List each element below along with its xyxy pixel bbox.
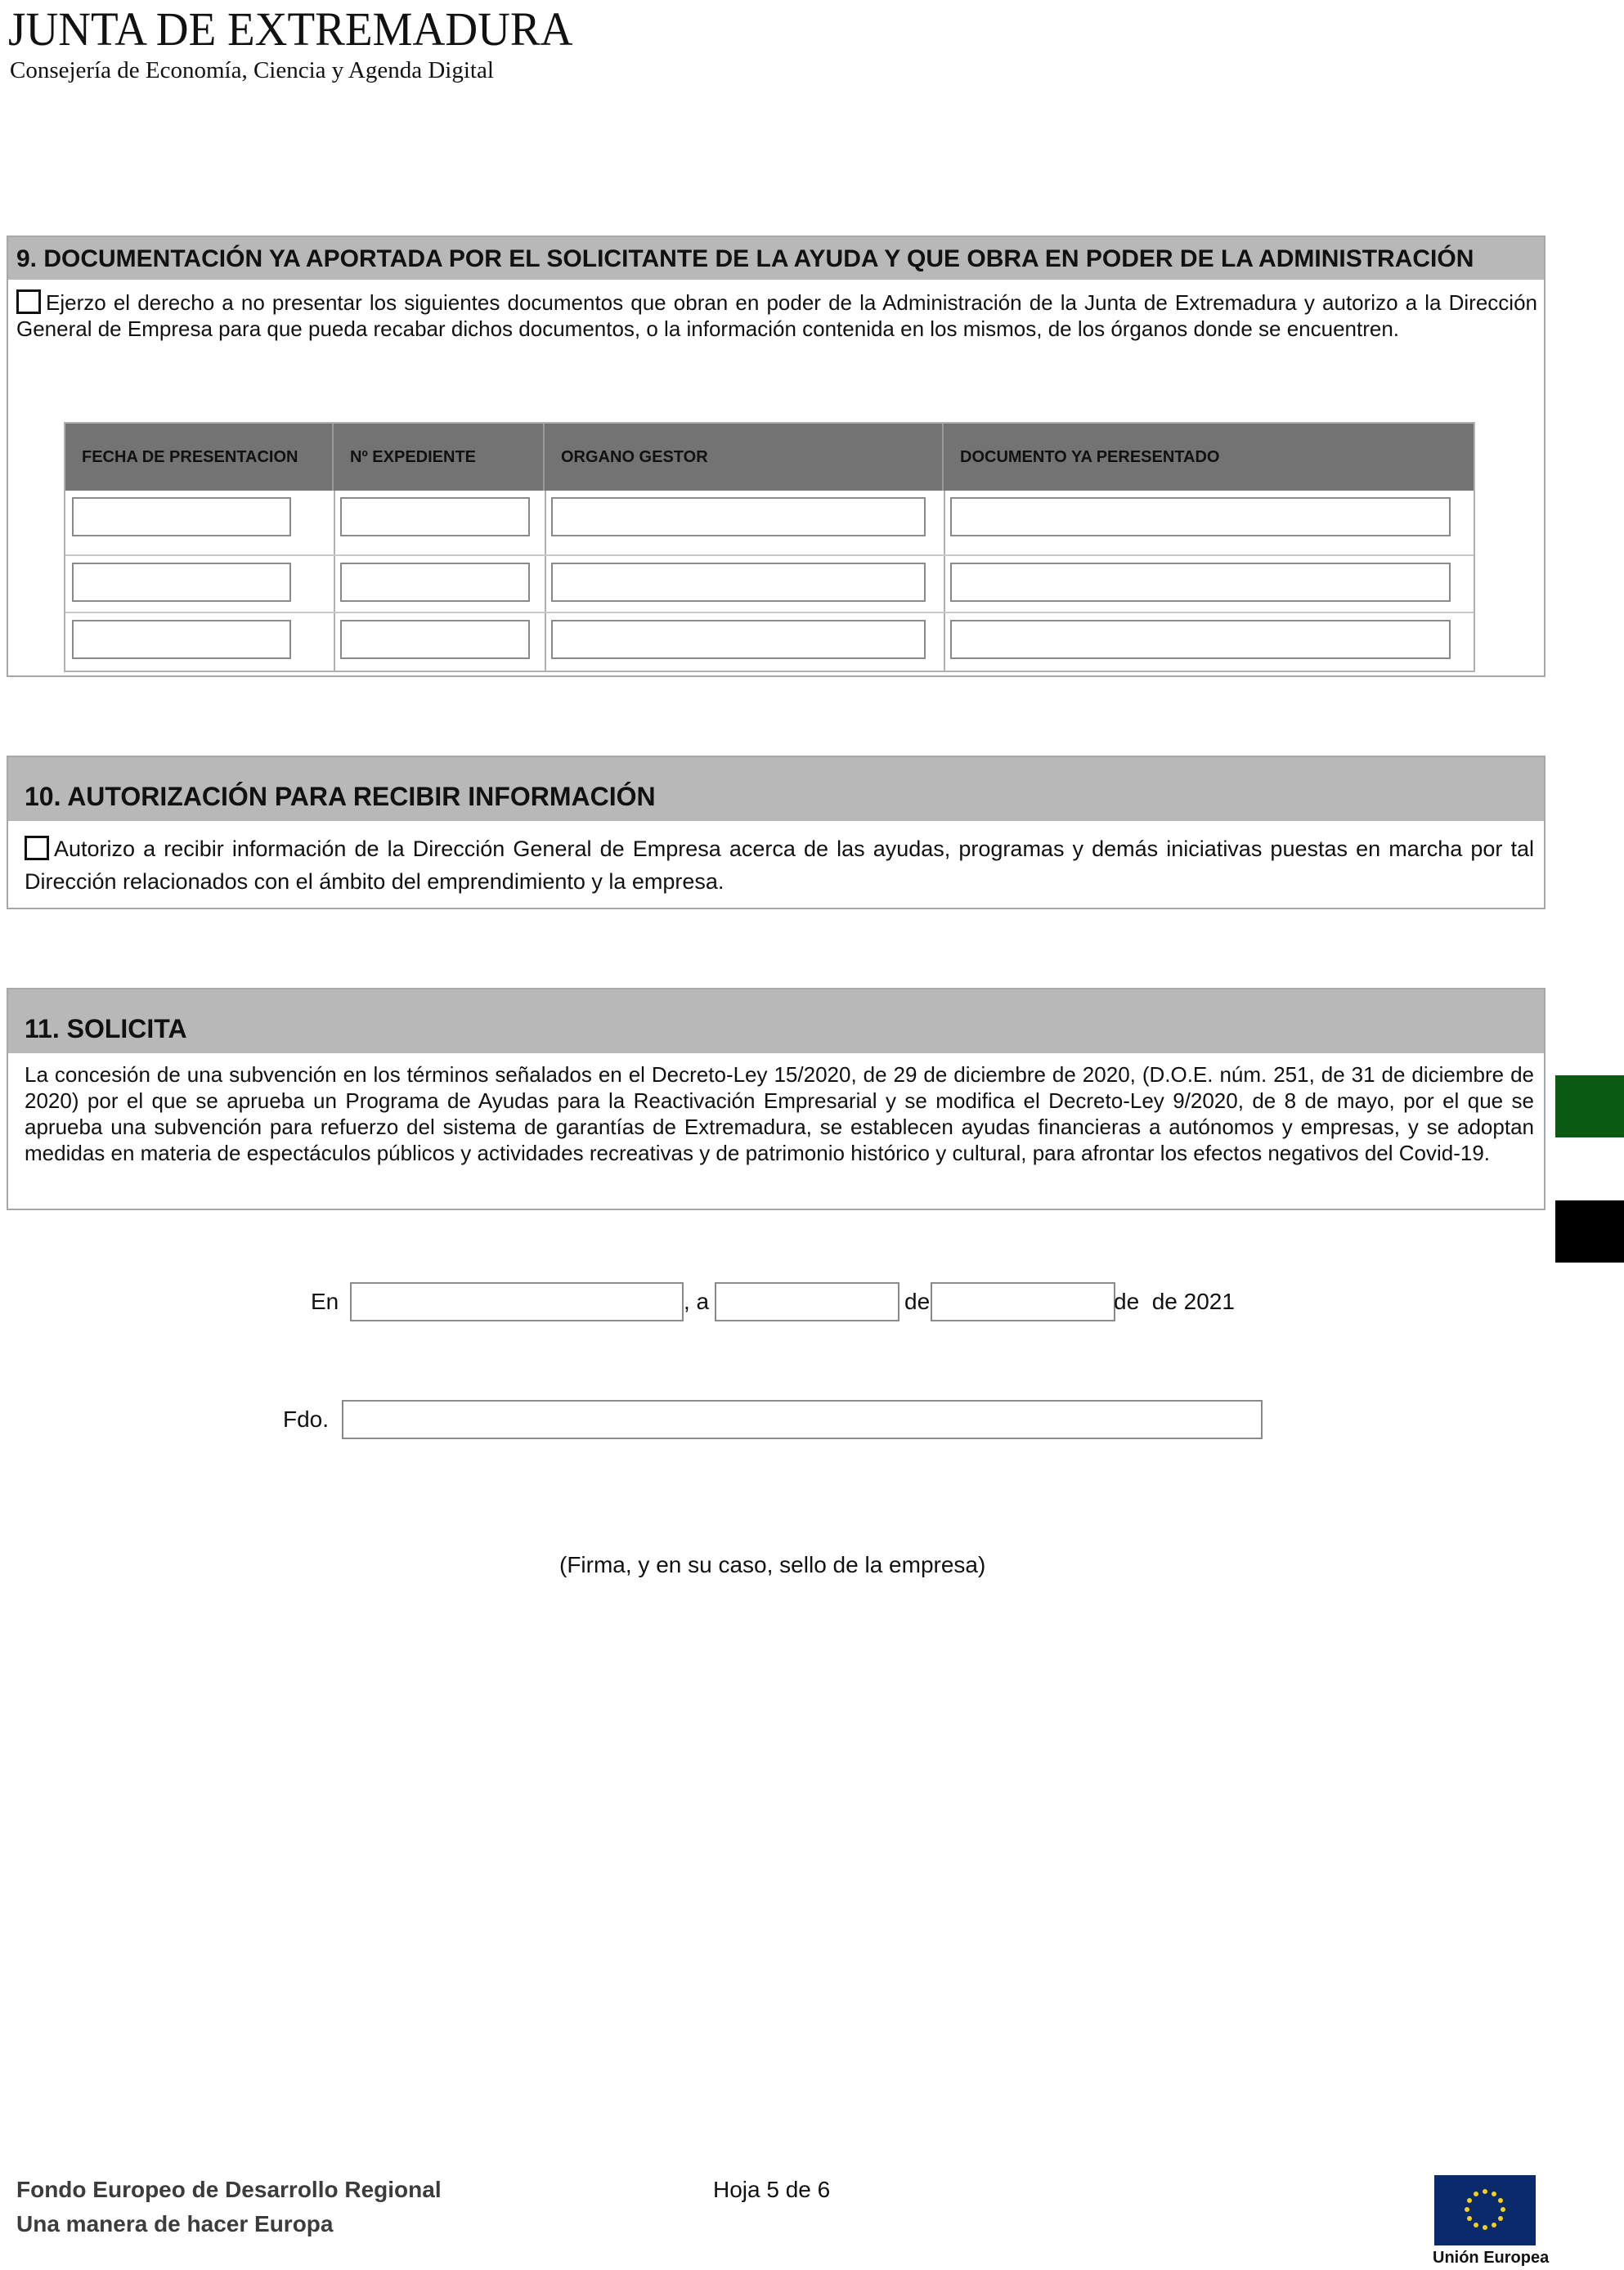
footer-fund-line1: Fondo Europeo de Desarrollo Regional [16, 2177, 442, 2202]
section-documentation-title: 9. DOCUMENTACIÓN YA APORTADA POR EL SOLICITANTE DE LA AYUDA Y QUE OBRA EN PODER DE LA ADMINISTRACIÓN [8, 237, 1544, 280]
signature-label: Fdo. [283, 1406, 330, 1432]
table-cell-document-1[interactable] [950, 497, 1451, 536]
eu-stars-icon [1434, 2175, 1536, 2245]
authorization-checkbox-text: Autorizo a recibir información de la Dirección General de Empresa acerca de las ayudas, programas y demás iniciativas puestas en marcha por tal Dirección relacionados con el ámbito del emprendimiento y la empresa. [25, 837, 1534, 894]
footer-fund-line2: Una manera de hacer Europa [16, 2211, 334, 2236]
table-cell-managing-body-3[interactable] [551, 620, 926, 659]
signature-input[interactable] [342, 1400, 1263, 1439]
table-header-date: FECHA DE PRESENTACION [65, 424, 334, 491]
documents-table [64, 422, 1475, 672]
eu-label: Unión Europea [1433, 2249, 1550, 2267]
table-cell-managing-body-2[interactable] [551, 563, 926, 602]
section-request-text: La concesión de una subvención en los términos señalados en el Decreto-Ley 15/2020, de 29 de diciembre de 2020, (D.O.E. núm. 251, de 31 de diciembre de 2020) por el que se aprueba un Programa de Ayudas para la Reactivación Empresarial y se modifica el Decreto-Ley 9/2020, de 8 de mayo, por el que se aprueba una subvención para refuerzo del sistema de garantías de Extremadura, se establecen ayudas financieras a autónomos y empresas, y se adoptan medidas en materia de espectáculos públicos y actividades recreativas y de patrimonio histórico y cultural, para afrontar los efectos negativos del Covid-19. [25, 1062, 1534, 1165]
month-label: de [904, 1289, 931, 1314]
table-cell-date-2[interactable] [72, 563, 291, 602]
table-cell-managing-body-1[interactable] [551, 497, 926, 536]
table-header-managing-body: ORGANO GESTOR [545, 424, 944, 491]
table-divider [334, 491, 335, 672]
day-input[interactable] [715, 1282, 899, 1321]
documentation-checkbox-text: Ejerzo el derecho a no presentar los siguientes documentos que obran en poder de la Administración de la Junta de Extremadura y autorizo a la Dirección General de Empresa para que pueda recabar dichos documentos, o la información contenida en los mismos, de los órganos donde se encuentren. [16, 290, 1537, 341]
table-cell-file-number-2[interactable] [340, 563, 530, 602]
place-label: En [311, 1289, 339, 1314]
authorization-checkbox[interactable] [25, 836, 49, 860]
table-cell-date-1[interactable] [72, 497, 291, 536]
table-header-file-number: Nº EXPEDIENTE [334, 424, 545, 491]
section-documentation-text [16, 289, 1537, 342]
section-authorization-title: 10. AUTORIZACIÓN PARA RECIBIR INFORMACIÓN [8, 757, 1544, 821]
table-divider [545, 491, 546, 672]
documentation-checkbox[interactable] [16, 289, 41, 314]
table-cell-file-number-3[interactable] [340, 620, 530, 659]
org-logo-title: JUNTA DE EXTREMADURA [8, 2, 573, 56]
day-label: , a [684, 1289, 710, 1314]
section-authorization-text [25, 832, 1534, 898]
side-bar-green [1555, 1075, 1624, 1137]
table-divider [944, 491, 945, 672]
section-request-title: 11. SOLICITA [8, 989, 1544, 1053]
side-bar-black [1555, 1200, 1624, 1263]
table-cell-document-3[interactable] [950, 620, 1451, 659]
place-input[interactable] [350, 1282, 684, 1321]
year-label: de de 2021 [1114, 1289, 1235, 1314]
table-cell-date-3[interactable] [72, 620, 291, 659]
table-row-divider [65, 554, 1474, 556]
table-cell-document-2[interactable] [950, 563, 1451, 602]
section-request [7, 988, 1545, 1210]
signature-caption: (Firma, y en su caso, sello de la empresa) [559, 1552, 986, 1577]
page-number: Hoja 5 de 6 [713, 2177, 831, 2202]
table-header-document: DOCUMENTO YA PERESENTADO [944, 424, 1474, 491]
table-row-divider [65, 612, 1474, 613]
month-input[interactable] [931, 1282, 1115, 1321]
table-cell-file-number-1[interactable] [340, 497, 530, 536]
org-logo-subtitle: Consejería de Economía, Ciencia y Agenda Digital [10, 57, 494, 83]
section-documentation [7, 236, 1545, 677]
section-authorization [7, 756, 1545, 909]
eu-flag-icon [1434, 2175, 1536, 2245]
